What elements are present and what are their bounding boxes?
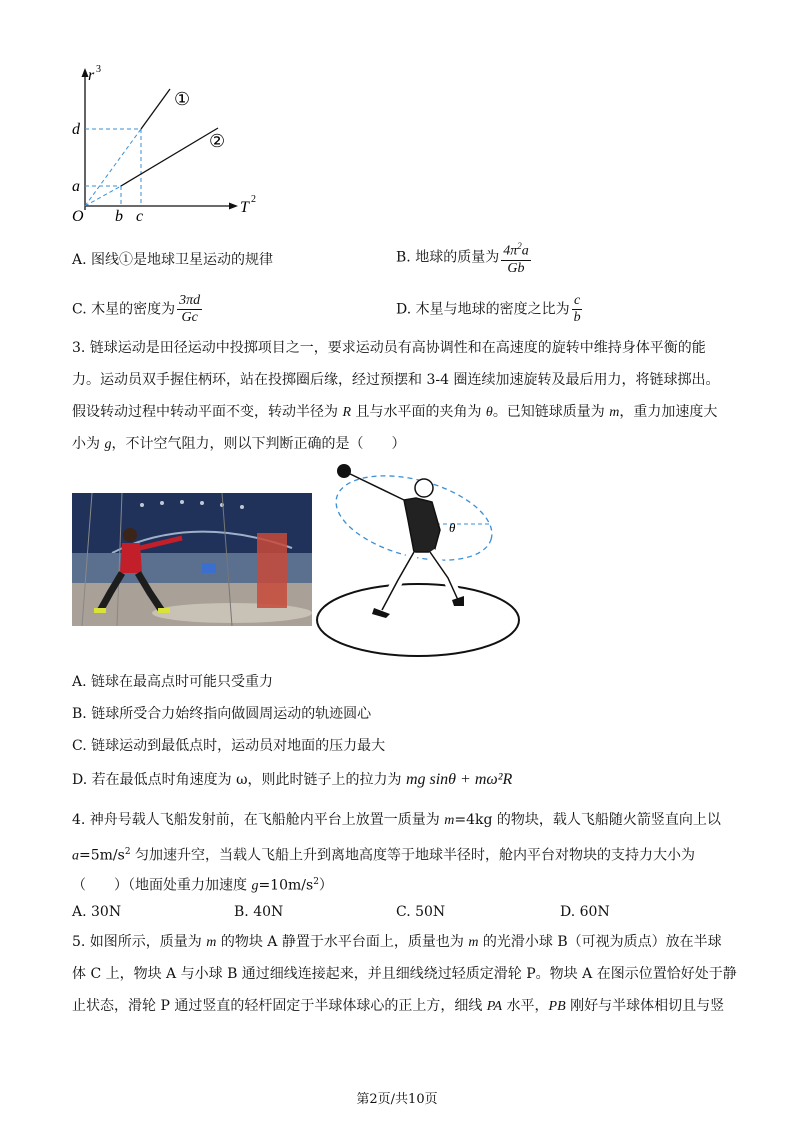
q5-line-1: 5. 如图所示，质量为 m 的物块 A 静置于水平台面上，质量也为 m 的光滑小球 B（可视为质点）放在半球 <box>72 934 722 950</box>
q2-option-b: B. 地球的质量为 $\frac{4\pi^2a}{Gb}$ <box>396 238 533 277</box>
x-axis-exp: 2 <box>251 194 256 205</box>
q3-line-2: 力。运动员双手握住柄环，站在投掷圈后缘，经过预摆和 3-4 圈连续加速旋转及最后用力，将链球掷出。 <box>72 372 720 388</box>
q2-option-a: A. 图线①是地球卫星运动的规律 <box>72 252 274 268</box>
q3-option-c: C. 链球运动到最低点时，运动员对地面的压力最大 <box>72 738 386 754</box>
hammer-throw-photo <box>72 493 312 626</box>
q3-line-3: 假设转动过程中转动平面不变，转动半径为 R 且与水平面的夹角为 θ。已知链球质量为 m，重力加速度大 <box>72 404 718 420</box>
q5-line-2: 体 C 上，物块 A 与小球 B 通过细线连接起来，并且细线绕过轻质定滑轮 P。物块 A 在图示位置恰好处于静 <box>72 966 737 982</box>
tick-c: c <box>136 208 144 225</box>
q2-option-d: D. 木星与地球的密度之比为 $\frac{c}{b}$ <box>396 293 581 325</box>
tick-d: d <box>72 121 80 138</box>
q4-option-d: D. 60N <box>560 904 610 920</box>
q4-line-3: （ ）（地面处重力加速度 $g=10m/s^2$） <box>72 877 333 894</box>
origin-label: O <box>72 208 84 225</box>
hammer-throw-diagram <box>312 460 532 660</box>
q4-line-2: $a=5m/s^2$ 匀加速升空，当载人飞船上升到离地高度等于地球半径时，舱内平台对物块的支持力大小为 <box>72 847 696 864</box>
line-2-label: ② <box>209 131 226 152</box>
q4-option-a: A. 30N <box>72 904 122 920</box>
q3-line-4: 小为 g，不计空气阻力，则以下判断正确的是（ ） <box>72 436 406 452</box>
q2-option-c-fraction: $\frac{3\pi d}{Gc}$ <box>179 293 201 325</box>
tick-a: a <box>72 178 80 195</box>
angle-theta-label: θ <box>449 520 456 535</box>
q3-option-b: B. 链球所受合力始终指向做圆周运动的轨迹圆心 <box>72 706 372 722</box>
q2-option-d-fraction: $\frac{c}{b}$ <box>573 293 581 325</box>
x-axis-label: T <box>240 199 249 216</box>
page-footer: 第2页/共10页 <box>356 1092 438 1107</box>
q3-option-d: D. 若在最低点时角速度为 ω，则此时链子上的拉力为 mg sinθ + mω²R <box>72 771 513 788</box>
q3-line-1: 3. 链球运动是田径运动中投掷项目之一，要求运动员有高协调性和在高速度的旋转中维持身体平衡的能 <box>72 340 706 356</box>
q4-line-1: 4. 神舟号载人飞船发射前，在飞船舱内平台上放置一质量为 m=4kg 的物块，载人飞船随火箭竖直向上以 <box>72 812 721 828</box>
q2-option-c: C. 木星的密度为 $\frac{3\pi d}{Gc}$ <box>72 293 201 325</box>
tick-b: b <box>115 208 123 225</box>
line-1 <box>141 89 170 129</box>
q4-option-c: C. 50N <box>396 904 446 920</box>
line-1-label: ① <box>174 89 191 110</box>
q3-option-a: A. 链球在最高点时可能只受重力 <box>72 674 274 690</box>
q2-option-b-fraction: $\frac{4\pi^2a}{Gb}$ <box>501 238 531 277</box>
q4-option-b: B. 40N <box>234 904 284 920</box>
q5-line-3: 止状态，滑轮 P 通过竖直的轻杆固定于半球体球心的正上方，细线 PA 水平，PB 刚好与半球体相切且与竖 <box>72 998 725 1014</box>
y-axis-exp: 3 <box>96 64 101 75</box>
y-axis-label: r <box>88 67 95 84</box>
r3-t2-graph <box>60 62 270 227</box>
